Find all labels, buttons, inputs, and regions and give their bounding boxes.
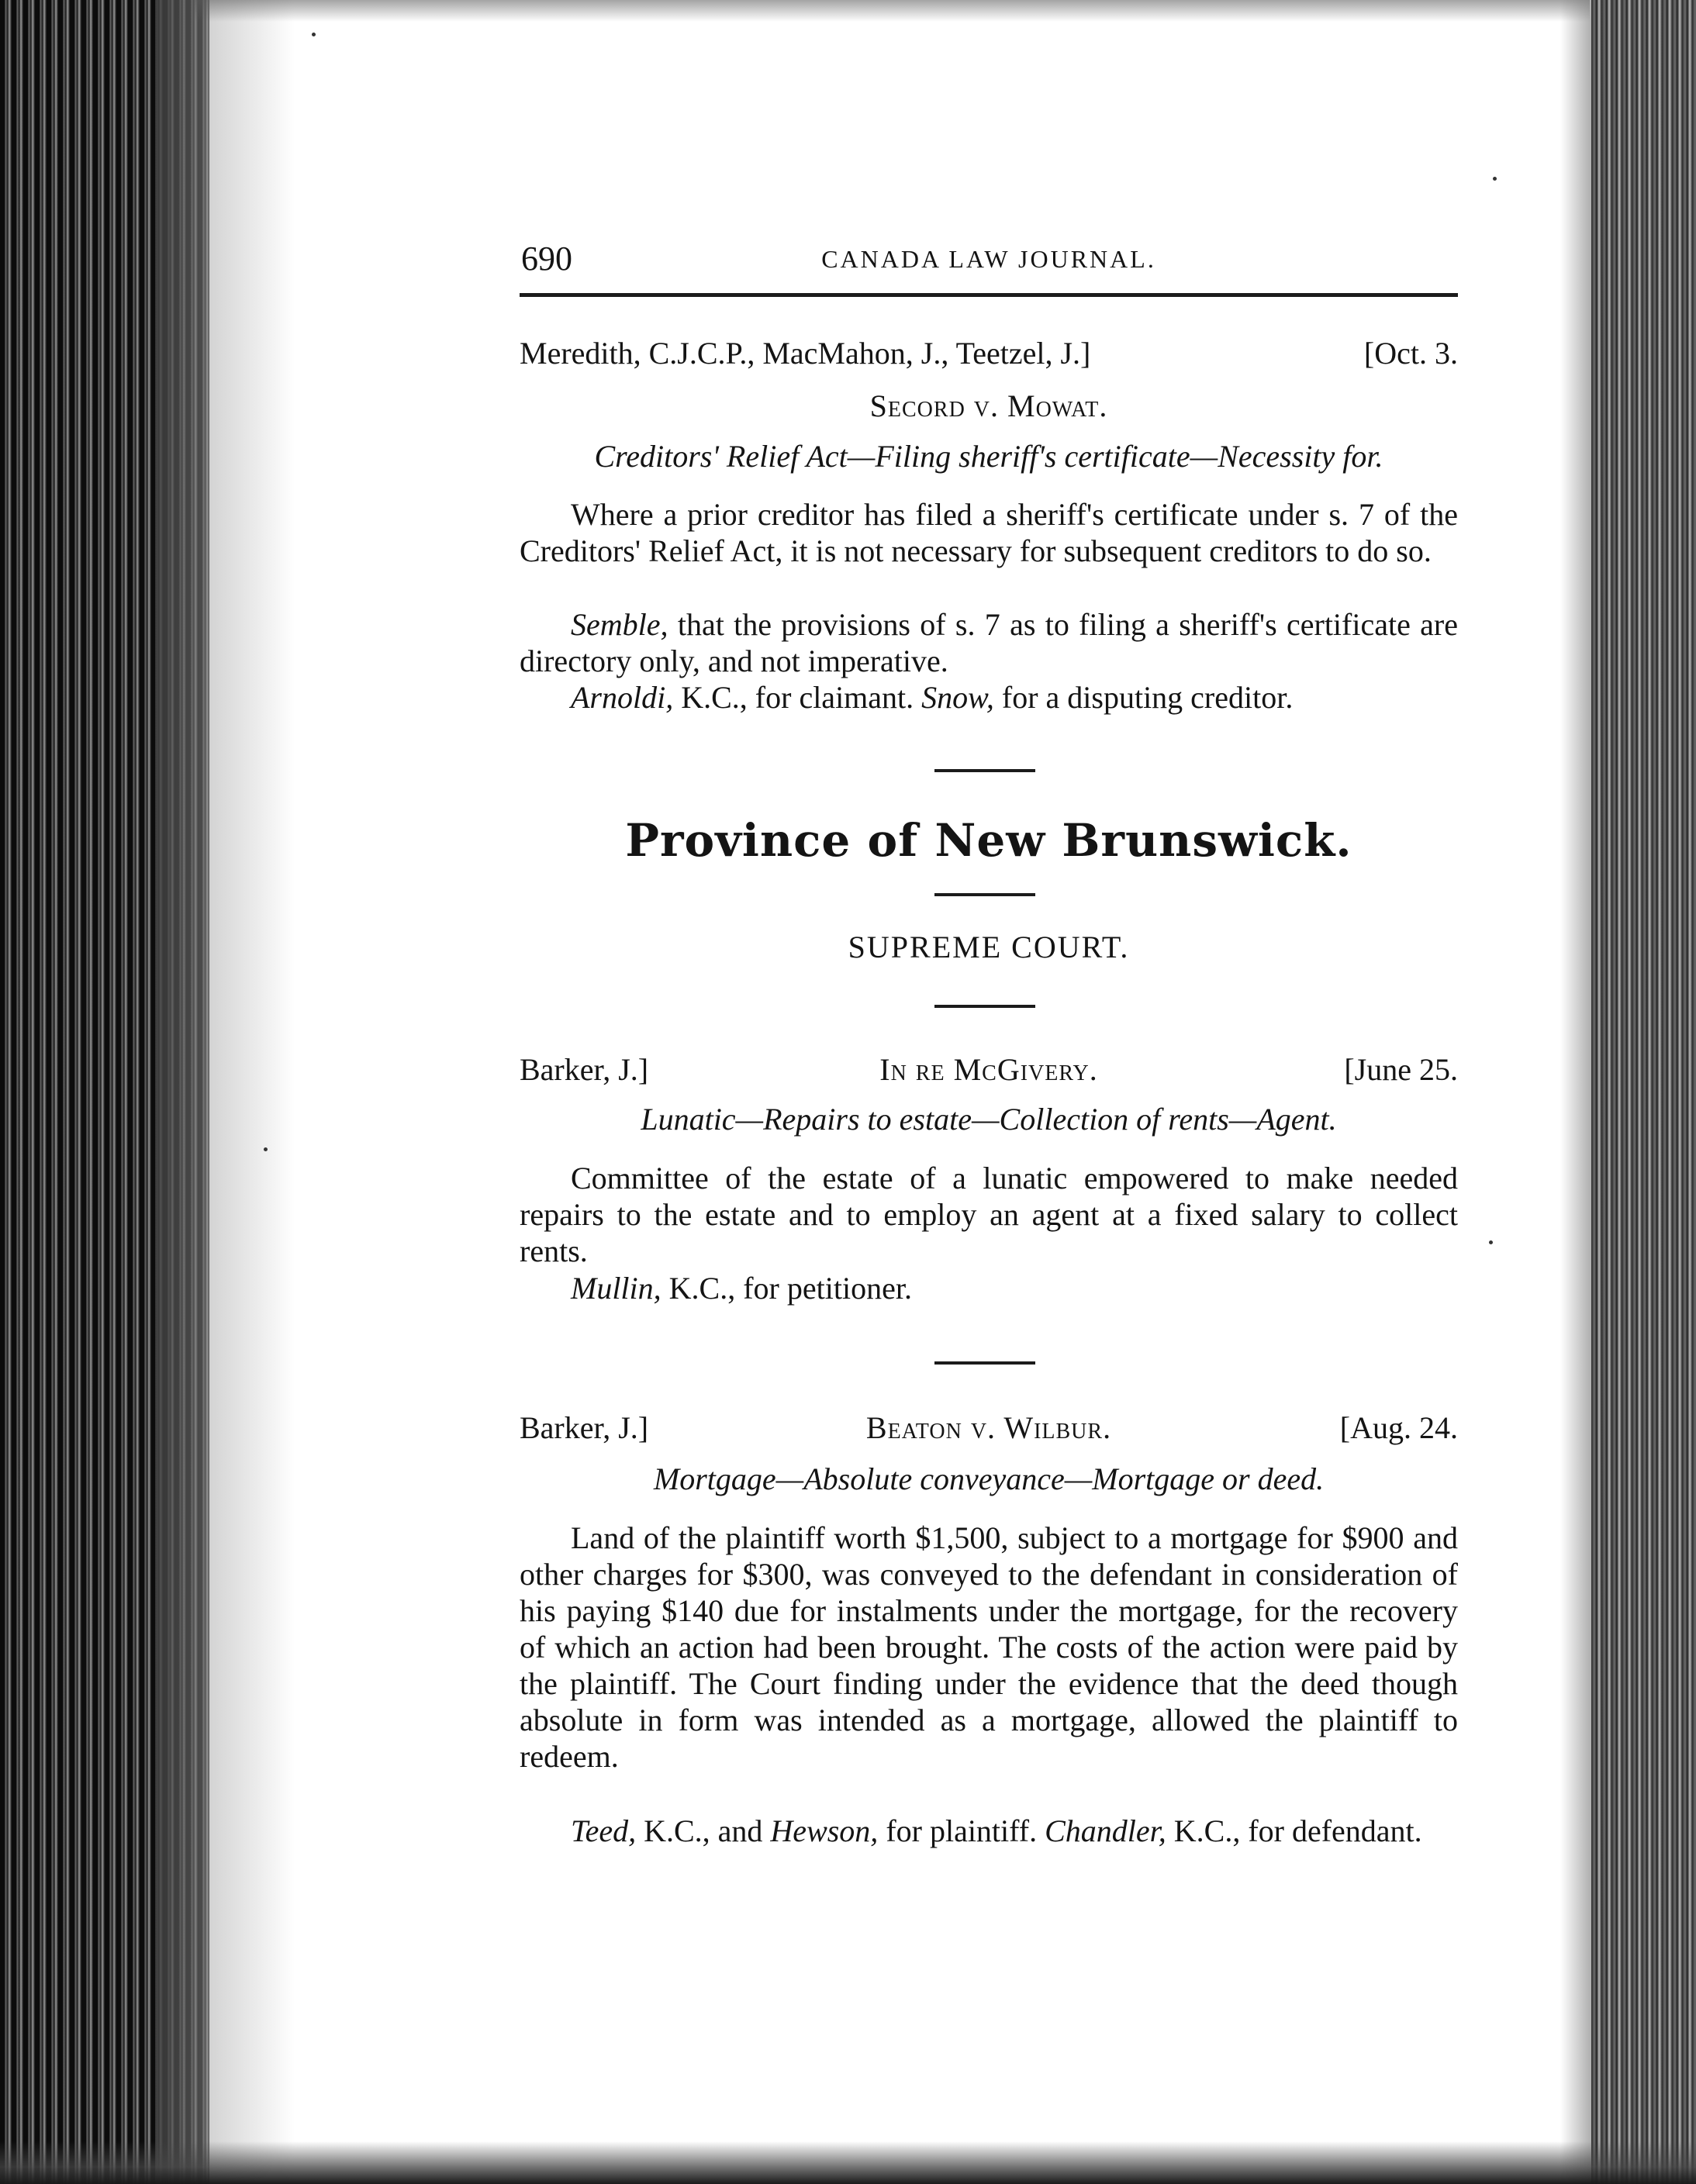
province-heading: Province of New Brunswick.	[625, 814, 1352, 867]
scan-top-edge	[194, 0, 1590, 22]
case1-title-line	[520, 388, 1458, 428]
case1-headnote: Creditors' Relief Act—Filing sheriff's certificate—Necessity for.	[594, 439, 1383, 474]
scan-left-shadow	[155, 0, 295, 2184]
case2-headnote: Lunatic—Repairs to estate—Collection of rents—Agent.	[641, 1102, 1337, 1137]
court-heading: SUPREME COURT.	[848, 930, 1130, 964]
scan-speck	[264, 1147, 268, 1151]
case3-title: Beaton v. Wilbur.	[865, 1410, 1112, 1445]
header-rule	[520, 293, 1458, 297]
scan-right-edge	[1591, 0, 1696, 2184]
case2-title: In re McGivery.	[879, 1052, 1098, 1087]
case1-judges: Meredith, C.J.C.P., MacMahon, J., Teetzel, J.]	[520, 336, 1091, 371]
case3-header-line	[520, 1409, 1458, 1450]
section-rule	[934, 769, 1035, 772]
case3-paragraph-1: Land of the plaintiff worth $1,500, subject to a mortgage for $900 and other charges for $300, was conveyed to the defendant in consideration of his paying $140 due for instalments under the mortgage, for the recovery of which an action had been brought. The costs of the action were paid by the plaintiff. The Court finding under the evidence that the deed though absolute in form was intended as a mortgage, allowed the plaintiff to redeem.	[520, 1520, 1458, 1774]
scan-bottom-edge	[0, 2141, 1696, 2184]
case3-judge: Barker, J.]	[520, 1410, 649, 1445]
scan-right-shadow	[1560, 0, 1591, 2184]
case2-date: [June 25.	[1344, 1052, 1458, 1087]
case1-semble: Semble,	[571, 607, 668, 642]
case3-headnote: Mortgage—Absolute conveyance—Mortgage or deed.	[653, 1461, 1325, 1496]
case1-paragraph-1: Where a prior creditor has filed a sheriff's certificate under s. 7 of the Creditors' Relief Act, it is not necessary for subsequent creditors to do so.	[520, 497, 1458, 568]
case1-title: Secord v. Mowat.	[869, 388, 1108, 423]
case2-judge: Barker, J.]	[520, 1052, 649, 1087]
scan-speck	[1493, 177, 1497, 181]
page-number: 690	[521, 240, 572, 278]
case2-counsel: Mullin, K.C., for petitioner.	[571, 1271, 912, 1306]
section-rule	[934, 1005, 1035, 1008]
case1-counsel: Arnoldi, K.C., for claimant. Snow, for a disputing creditor.	[571, 680, 1294, 715]
case1-date: [Oct. 3.	[1363, 336, 1458, 371]
section-rule	[934, 893, 1035, 896]
case3-date: [Aug. 24.	[1339, 1410, 1458, 1445]
scan-speck	[312, 33, 316, 36]
scan-speck	[1489, 1240, 1493, 1244]
section-rule	[934, 1361, 1035, 1365]
running-header	[520, 239, 1458, 285]
case3-counsel: Teed, K.C., and Hewson, for plaintiff. Chandler, K.C., for defendant.	[571, 1813, 1422, 1848]
case2-header-line	[520, 1051, 1458, 1092]
journal-title: CANADA LAW JOURNAL.	[821, 245, 1156, 273]
case2-paragraph-1: Committee of the estate of a lunatic empowered to make needed repairs to the estate and to employ an agent at a fixed salary to collect rents.	[520, 1161, 1458, 1268]
case1-judges-line	[520, 335, 1458, 375]
case1-paragraph-2: Semble, that the provisions of s. 7 as to filing a sheriff's certificate are directory only, and not imperative.	[520, 607, 1458, 678]
